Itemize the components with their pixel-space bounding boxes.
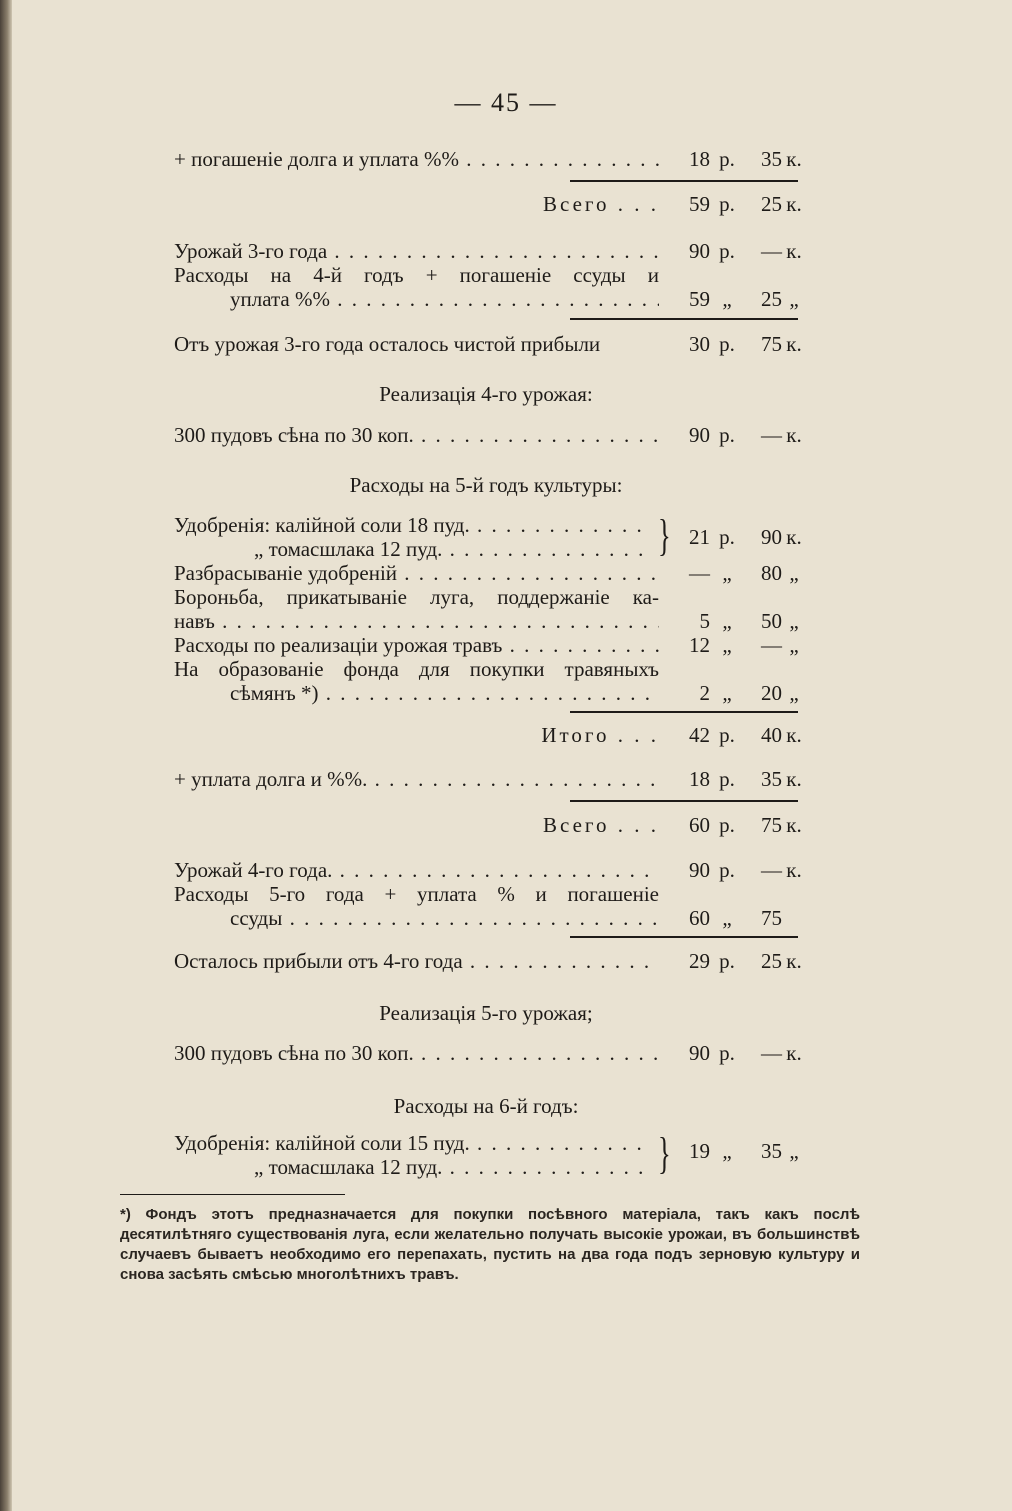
unit-rubles: „ (722, 287, 732, 311)
unit-rubles: р. (719, 332, 735, 356)
amount-rubles: 30 (689, 332, 710, 356)
unit-rubles: р. (719, 949, 735, 973)
table-row (174, 881, 798, 907)
amount-kopecks: 25 (761, 192, 782, 216)
amount-rubles: 18 (689, 147, 710, 171)
row-label: Урожай 4-го года. . . . (174, 857, 659, 883)
unit-rubles: р. (719, 858, 735, 882)
table-row (174, 191, 802, 217)
row-label: „ томасшлака 12 пуд. . . . (254, 1154, 644, 1180)
amount-rubles: 19 (689, 1139, 710, 1163)
unit-rubles: „ (722, 609, 732, 633)
table-row (174, 146, 802, 172)
amount-rubles: — (689, 561, 710, 585)
sum-rule (570, 711, 798, 713)
unit-rubles: „ (722, 633, 732, 657)
brace-icon: } (658, 1129, 671, 1178)
table-row (174, 1040, 802, 1066)
unit-rubles: р. (719, 813, 735, 837)
table-row (174, 656, 798, 682)
unit-rubles: р. (719, 423, 735, 447)
amount-kopecks: 20 (761, 681, 782, 705)
amount-rubles: 90 (689, 423, 710, 447)
amount-rubles: 2 (699, 681, 710, 705)
unit-kopecks: к. (786, 723, 802, 747)
amount-rubles: 90 (689, 858, 710, 882)
unit-kopecks: к. (786, 858, 802, 882)
amount-rubles: 59 (689, 192, 710, 216)
unit-rubles: р. (719, 525, 735, 549)
table-row (174, 948, 802, 974)
section-heading: Расходы на 5-й годъ культуры: (349, 473, 623, 497)
row-label: Удобренія: калійной соли 15 пуд. . . . (174, 1130, 644, 1156)
amount-rubles: 90 (689, 1041, 710, 1065)
unit-rubles: р. (719, 767, 735, 791)
table-row (174, 632, 798, 658)
row-label: Удобренія: калійной соли 18 пуд. . . . (174, 512, 644, 538)
footnote-rule (120, 1194, 345, 1195)
table-row (174, 262, 798, 288)
row-label: уплата %% . . . (230, 286, 659, 312)
amount-rubles: 59 (689, 287, 710, 311)
table-row (174, 722, 802, 748)
amount-kopecks: 35 (761, 767, 782, 791)
amount-kopecks: — (761, 858, 782, 882)
amount-kopecks: 35 (761, 1139, 782, 1163)
unit-kopecks: „ (789, 633, 799, 657)
row-label: 300 пудовъ сѣна по 30 коп. . . . (174, 1040, 659, 1066)
unit-kopecks: к. (786, 423, 802, 447)
sum-rule (570, 800, 798, 802)
table-row (174, 286, 798, 312)
amount-kopecks: 75 (761, 332, 782, 356)
row-label: Всего . . . (543, 192, 659, 216)
amount-rubles: 29 (689, 949, 710, 973)
sum-rule (570, 180, 798, 182)
unit-kopecks: „ (789, 1139, 799, 1163)
amount-kopecks: 25 (761, 287, 782, 311)
amount-kopecks: — (761, 423, 782, 447)
amount-kopecks: 75 (761, 906, 782, 930)
unit-kopecks: к. (786, 813, 802, 837)
amount-kopecks: 25 (761, 949, 782, 973)
unit-kopecks: к. (786, 192, 802, 216)
unit-kopecks: к. (786, 525, 802, 549)
row-label: Расходы 5-го года + уплата % и погашеніе (174, 882, 659, 906)
amount-rubles: 5 (699, 609, 710, 633)
row-label: „ томасшлака 12 пуд. . . . (254, 536, 644, 562)
amount-kopecks: 90 (761, 525, 782, 549)
row-label: Расходы на 4-й годъ + погашеніе ссуды и (174, 263, 659, 287)
amount-kopecks: 35 (761, 147, 782, 171)
row-label: 300 пудовъ сѣна по 30 коп. . . . (174, 422, 659, 448)
row-label: + погашеніе долга и уплата %% . . . (174, 146, 659, 172)
table-row (174, 560, 798, 586)
table-row (174, 905, 798, 931)
row-label: Урожай 3-го года . . . (174, 238, 659, 264)
unit-kopecks: „ (789, 561, 799, 585)
amount-kopecks: — (761, 1041, 782, 1065)
unit-kopecks: к. (786, 1041, 802, 1065)
sum-rule (570, 936, 798, 938)
amount-kopecks: 80 (761, 561, 782, 585)
amount-kopecks: — (761, 239, 782, 263)
amount-kopecks: 50 (761, 609, 782, 633)
row-label: Отъ урожая 3-го года осталось чистой прибыли (174, 332, 601, 356)
table-row (174, 331, 802, 357)
unit-kopecks: к. (786, 767, 802, 791)
page-number: — 45 — (454, 88, 558, 117)
unit-kopecks: к. (786, 239, 802, 263)
row-label: сѣмянъ *) . . . (230, 680, 659, 706)
row-label: Всего . . . (543, 813, 659, 837)
unit-rubles: „ (722, 561, 732, 585)
amount-rubles: 60 (689, 906, 710, 930)
unit-rubles: „ (722, 906, 732, 930)
amount-kopecks: — (761, 633, 782, 657)
amount-kopecks: 40 (761, 723, 782, 747)
unit-rubles: р. (719, 239, 735, 263)
footnote: *) Фондъ этотъ предназначается для покупки посѣвного матеріала, такъ какъ послѣ десятилѣтняго существованія луга, если желательно получать высокіе урожаи, въ большинствѣ случаевъ бываетъ необходимо его перепахать, пустить на два года подъ зерновую культуру и снова засѣять смѣсью многолѣтнихъ травъ. (120, 1206, 860, 1283)
row-label: Итого . . . (541, 723, 659, 747)
row-label: Осталось прибыли отъ 4-го года . . . (174, 948, 659, 974)
amount-rubles: 60 (689, 813, 710, 837)
table-row (174, 766, 802, 792)
table-row (174, 857, 802, 883)
unit-kopecks: к. (786, 332, 802, 356)
row-label: навъ . . . (174, 608, 659, 634)
amount-kopecks: 75 (761, 813, 782, 837)
unit-kopecks: к. (786, 147, 802, 171)
amount-rubles: 21 (689, 525, 710, 549)
table-row (174, 812, 802, 838)
table-row (174, 680, 798, 706)
section-heading: Расходы на 6-й годъ: (393, 1094, 579, 1118)
amount-rubles: 12 (689, 633, 710, 657)
unit-rubles: р. (719, 723, 735, 747)
table-row (174, 608, 798, 634)
row-label: Расходы по реализаціи урожая травъ . . . (174, 632, 659, 658)
unit-kopecks: к. (786, 949, 802, 973)
section-heading: Реализація 4-го урожая: (379, 382, 593, 406)
unit-kopecks: „ (789, 609, 799, 633)
row-label: Бороньба, прикатываніе луга, поддержаніе ка- (174, 585, 659, 609)
table-row (174, 238, 802, 264)
sum-rule (570, 318, 798, 320)
row-label: На образованіе фонда для покупки травяныхъ (174, 657, 659, 681)
brace-icon: } (658, 511, 671, 560)
unit-rubles: р. (719, 147, 735, 171)
amount-rubles: 90 (689, 239, 710, 263)
amount-rubles: 42 (689, 723, 710, 747)
amount-rubles: 18 (689, 767, 710, 791)
unit-rubles: „ (722, 681, 732, 705)
unit-kopecks: „ (789, 681, 799, 705)
unit-rubles: „ (722, 1139, 732, 1163)
unit-rubles: р. (719, 1041, 735, 1065)
row-label: + уплата долга и %%. . . . (174, 766, 659, 792)
unit-kopecks: „ (789, 287, 799, 311)
row-label: ссуды . . . (230, 905, 659, 931)
unit-rubles: р. (719, 192, 735, 216)
row-label: Разбрасываніе удобреній . . . (174, 560, 659, 586)
table-row (174, 422, 802, 448)
section-heading: Реализація 5-го урожая; (379, 1001, 593, 1025)
table-row (174, 584, 798, 610)
